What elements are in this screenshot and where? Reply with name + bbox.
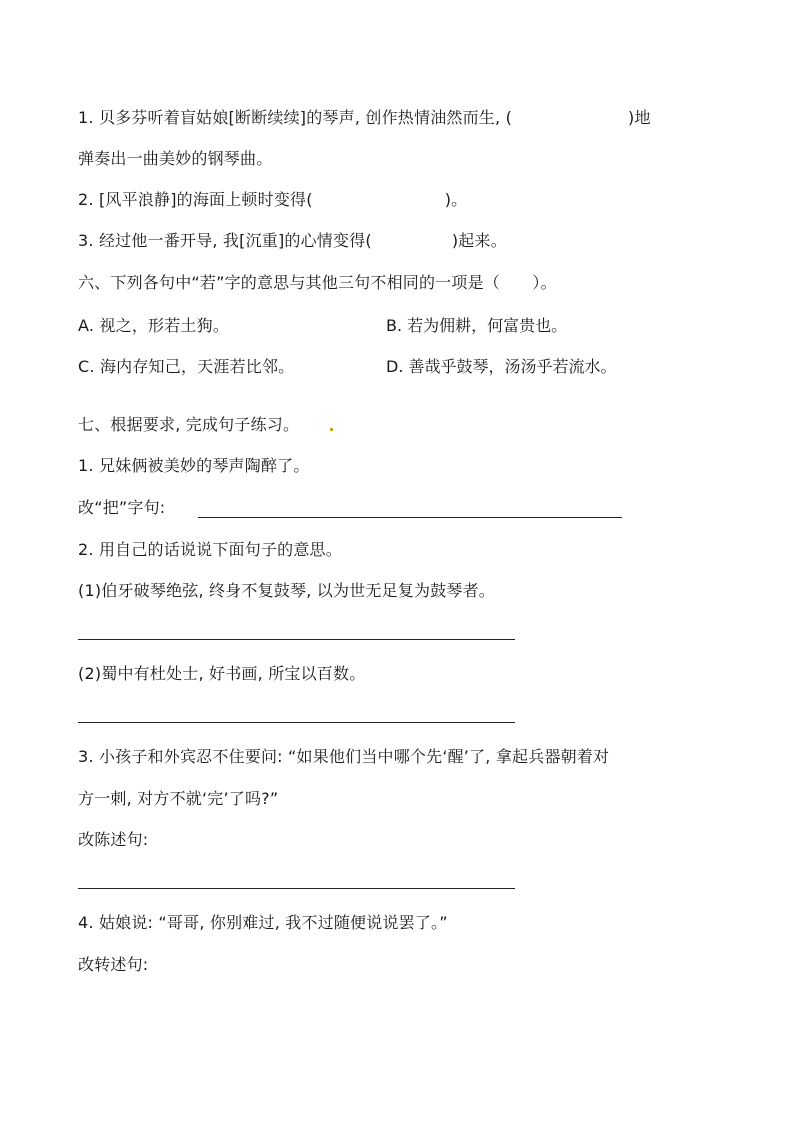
section-7-heading: 七、根据要求, 完成句子练习。	[78, 415, 300, 434]
question-2	[78, 189, 467, 211]
question-3-text-after-blank: )起来。	[451, 231, 507, 250]
option-a[interactable]: A. 视之，形若土狗。	[78, 316, 230, 335]
section-7-question-3-line-2: 方一刺, 对方不就‘完’了吗?”	[78, 789, 279, 808]
question-3-text-before-blank: 3. 经过他一番开导, 我[沉重]的心情变得(	[78, 231, 372, 250]
option-d[interactable]: D. 善哉乎鼓琴，汤汤乎若流水。	[386, 357, 617, 376]
question-1-text-after-blank: )地	[628, 108, 651, 127]
declarative-answer-line[interactable]	[78, 888, 515, 889]
question-2-text-after-blank: )。	[444, 190, 468, 209]
question-1-line-2: 弹奏出一曲美妙的钢琴曲。	[78, 149, 273, 168]
ba-sentence-answer-line[interactable]	[198, 517, 622, 518]
ba-sentence-instruction: 改“把”字句:	[78, 498, 166, 517]
question-2-text-before-blank: 2. [风平浪静]的海面上顿时变得(	[78, 190, 313, 209]
section-7-question-1: 1. 兄妹俩被美妙的琴声陶醉了。	[78, 456, 310, 475]
decorative-dot	[330, 428, 333, 431]
question-3	[78, 230, 507, 252]
declarative-instruction: 改陈述句:	[78, 830, 149, 849]
option-c[interactable]: C. 海内存知己，天涯若比邻。	[78, 357, 295, 376]
question-3-blank[interactable]	[372, 233, 452, 251]
section-7-question-4: 4. 姑娘说: “哥哥, 你别难过, 我不过随便说说罢了。”	[78, 913, 448, 932]
sub-2-answer-line[interactable]	[78, 722, 515, 723]
section-6-heading: 六、下列各句中“若”字的意思与其他三句不相同的一项是（ ）。	[78, 273, 557, 292]
question-1-blank[interactable]	[512, 110, 628, 128]
question-2-sub-1: (1)伯牙破琴绝弦, 终身不复鼓琴, 以为世无足复为鼓琴者。	[78, 581, 496, 600]
indirect-speech-instruction: 改转述句:	[78, 955, 149, 974]
sub-1-answer-line[interactable]	[78, 639, 515, 640]
section-7-question-2: 2. 用自己的话说说下面句子的意思。	[78, 540, 342, 559]
section-7-question-3-line-1: 3. 小孩子和外宾忍不住要问: “如果他们当中哪个先‘醒’了, 拿起兵器朝着对	[78, 747, 610, 766]
question-1-line-1	[78, 107, 651, 129]
question-2-blank[interactable]	[313, 192, 445, 210]
question-2-sub-2: (2)蜀中有杜处士, 好书画, 所宝以百数。	[78, 664, 366, 683]
option-b[interactable]: B. 若为佣耕，何富贵也。	[386, 316, 568, 335]
question-1-text-before-blank: 1. 贝多芬听着盲姑娘[断断续续]的琴声, 创作热情油然而生, (	[78, 108, 513, 127]
